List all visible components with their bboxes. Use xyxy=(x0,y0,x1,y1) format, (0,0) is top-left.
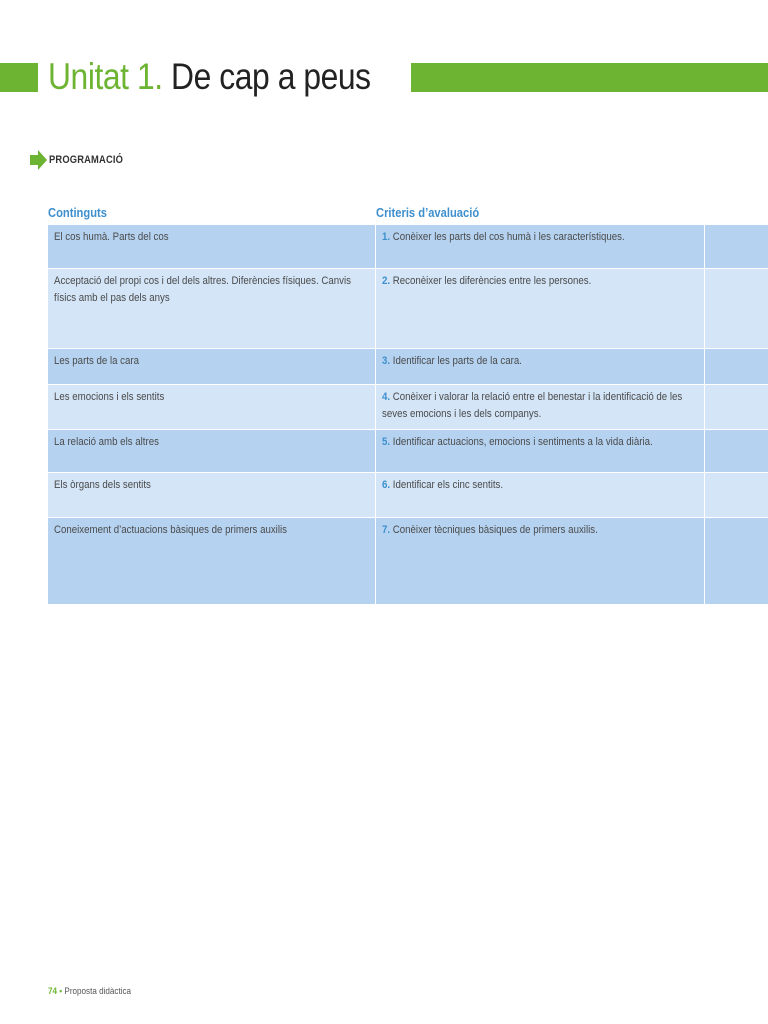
content-cell xyxy=(48,430,376,473)
extra-cell xyxy=(705,225,768,269)
page-title xyxy=(48,55,371,99)
extra-cell xyxy=(705,269,768,349)
title-bar-right xyxy=(411,63,768,92)
content-cell xyxy=(48,349,376,385)
criterion-number: 1. xyxy=(382,231,391,243)
page-footer xyxy=(48,986,131,996)
unit-title: De cap a peus xyxy=(171,56,371,97)
content-text: Els òrgans dels sentits xyxy=(54,479,151,491)
content-text: Les parts de la cara xyxy=(54,355,140,367)
section-heading xyxy=(30,150,136,170)
criterion-number: 4. xyxy=(382,391,391,403)
criterion-number: 5. xyxy=(382,436,391,448)
criterion-number: 2. xyxy=(382,275,391,287)
title-bar-left xyxy=(0,63,38,92)
criterion-cell xyxy=(376,385,705,430)
section-label: PROGRAMACIÓ xyxy=(49,154,124,166)
criterion-text: Identificar actuacions, emocions i sentiments a la vida diària. xyxy=(392,436,653,448)
content-cell xyxy=(48,473,376,518)
criterion-cell xyxy=(376,430,705,473)
criterion-text: Identificar les parts de la cara. xyxy=(392,355,522,367)
table-row xyxy=(48,430,768,473)
extra-cell xyxy=(705,385,768,430)
column-header-criteria: Criteris d’avaluació xyxy=(376,205,480,220)
content-cell xyxy=(48,269,376,349)
content-text: El cos humà. Parts del cos xyxy=(54,231,169,243)
criterion-text: Conèixer i valorar la relació entre el benestar i la identificació de les seves emocions i les dels companys. xyxy=(382,391,683,420)
table-row xyxy=(48,225,768,269)
criterion-number: 6. xyxy=(382,479,391,491)
criterion-text: Conèixer tècniques bàsiques de primers auxilis. xyxy=(392,524,598,536)
criterion-cell xyxy=(376,269,705,349)
content-text: Les emocions i els sentits xyxy=(54,391,165,403)
content-cell xyxy=(48,225,376,269)
content-text: Acceptació del propi cos i del dels altres. Diferències físiques. Canvis físics amb el pas dels anys xyxy=(54,275,351,304)
content-text: Coneixement d’actuacions bàsiques de primers auxilis xyxy=(54,524,287,536)
criterion-text: Conèixer les parts del cos humà i les característiques. xyxy=(392,231,625,243)
programming-table xyxy=(48,225,768,605)
content-cell xyxy=(48,385,376,430)
column-header-contents: Continguts xyxy=(48,205,107,220)
extra-cell xyxy=(705,430,768,473)
criterion-cell xyxy=(376,349,705,385)
criterion-text: Reconèixer les diferències entre les persones. xyxy=(392,275,592,287)
criterion-cell xyxy=(376,518,705,605)
extra-cell xyxy=(705,473,768,518)
criterion-number: 3. xyxy=(382,355,391,367)
content-cell xyxy=(48,518,376,605)
table-row xyxy=(48,269,768,349)
content-text: La relació amb els altres xyxy=(54,436,159,448)
table-row xyxy=(48,349,768,385)
page-number: 74 xyxy=(48,986,58,996)
table-row xyxy=(48,518,768,605)
criterion-cell xyxy=(376,473,705,518)
table-row xyxy=(48,473,768,518)
criterion-number: 7. xyxy=(382,524,391,536)
criterion-cell xyxy=(376,225,705,269)
footer-text: Proposta didàctica xyxy=(64,986,132,996)
arrow-right-icon xyxy=(30,150,47,170)
footer-separator: ▪ xyxy=(59,986,63,996)
unit-number: Unitat 1. xyxy=(48,56,163,97)
extra-cell xyxy=(705,349,768,385)
table-row xyxy=(48,385,768,430)
extra-cell xyxy=(705,518,768,605)
criterion-text: Identificar els cinc sentits. xyxy=(392,479,504,491)
